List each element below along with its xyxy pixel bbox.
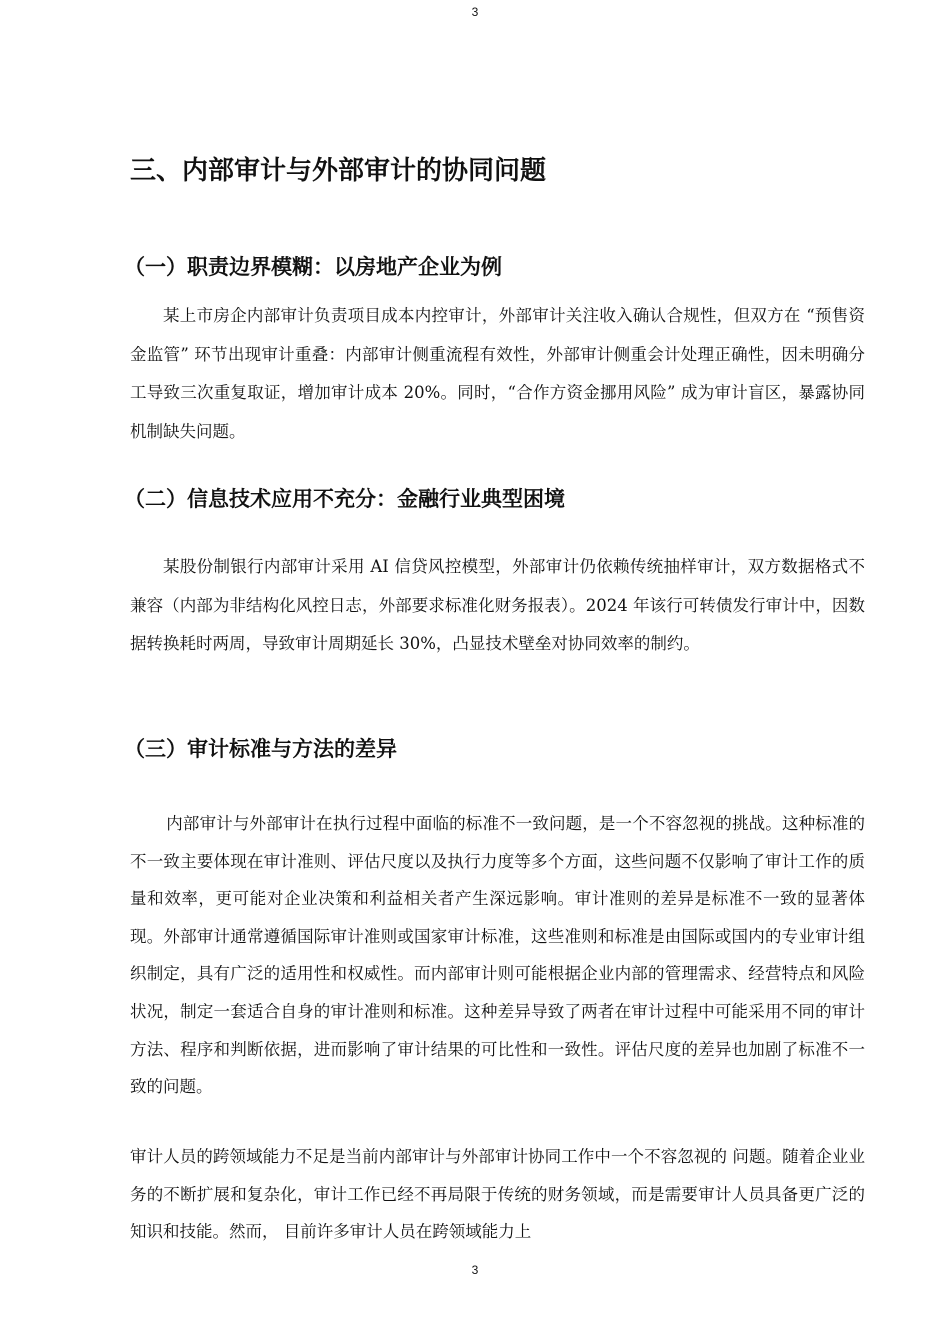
- page-number-top: 3: [471, 5, 479, 19]
- page-number-bottom: 3: [471, 1263, 479, 1277]
- subsection-heading-2: （二）信息技术应用不充分：金融行业典型困境: [124, 487, 565, 511]
- subsection-3-paragraph-2: 审计人员的跨领域能力不足是当前内部审计与外部审计协同工作中一个不容忽视的 问题。随着企业业务的不断扩展和复杂化，审计工作已经不再局限于传统的财务领域，而是需要审计人员具备更广泛的知识和技能。然而， 目前许多审计人员在跨领域能力上: [130, 1147, 865, 1242]
- subsection-2-paragraph: 某股份制银行内部审计采用 AI 信贷风控模型，外部审计仍依赖传统抽样审计，双方数据格式不兼容（内部为非结构化风控日志，外部要求标准化财务报表）。2024 年该行可转债发行审计中，因数据转换耗时两周，导致审计周期延长 30%，凸显技术壁垒对协同效率的制约。: [130, 557, 865, 653]
- subsection-heading-1: （一）职责边界模糊：以房地产企业为例: [124, 255, 502, 279]
- section-title: 三、内部审计与外部审计的协同问题: [130, 156, 547, 186]
- subsection-3-paragraph-1: 内部审计与外部审计在执行过程中面临的标准不一致问题，是一个不容忽视的挑战。这种标准的不一致主要体现在审计准则、评估尺度以及执行力度等多个方面，这些问题不仅影响了审计工作的质量和效率，更可能对企业决策和利益相关者产生深远影响。审计准则的差异是标准不一致的显著体现。外部审计通常遵循国际审计准则或国家审计标准，这些准则和标准是由国际或国内的专业审计组织制定，具有广泛的适用性和权威性。而内部审计则可能根据企业内部的管理需求、经营特点和风险状况，制定一套适合自身的审计准则和标准。这种差异导致了两者在审计过程中可能采用不同的审计方法、程序和判断依据，进而影响了审计结果的可比性和一致性。评估尺度的差异也加剧了标准不一致的问题。: [130, 814, 865, 1097]
- subsection-1-paragraph: 某上市房企内部审计负责项目成本内控审计，外部审计关注收入确认合规性，但双方在 “预售资金监管” 环节出现审计重叠：内部审计侧重流程有效性，外部审计侧重会计处理正确性，因未明确分工导致三次重复取证，增加审计成本 20%。同时，“合作方资金挪用风险” 成为审计盲区，暴露协同机制缺失问题。: [130, 306, 865, 441]
- subsection-heading-3: （三）审计标准与方法的差异: [124, 737, 397, 761]
